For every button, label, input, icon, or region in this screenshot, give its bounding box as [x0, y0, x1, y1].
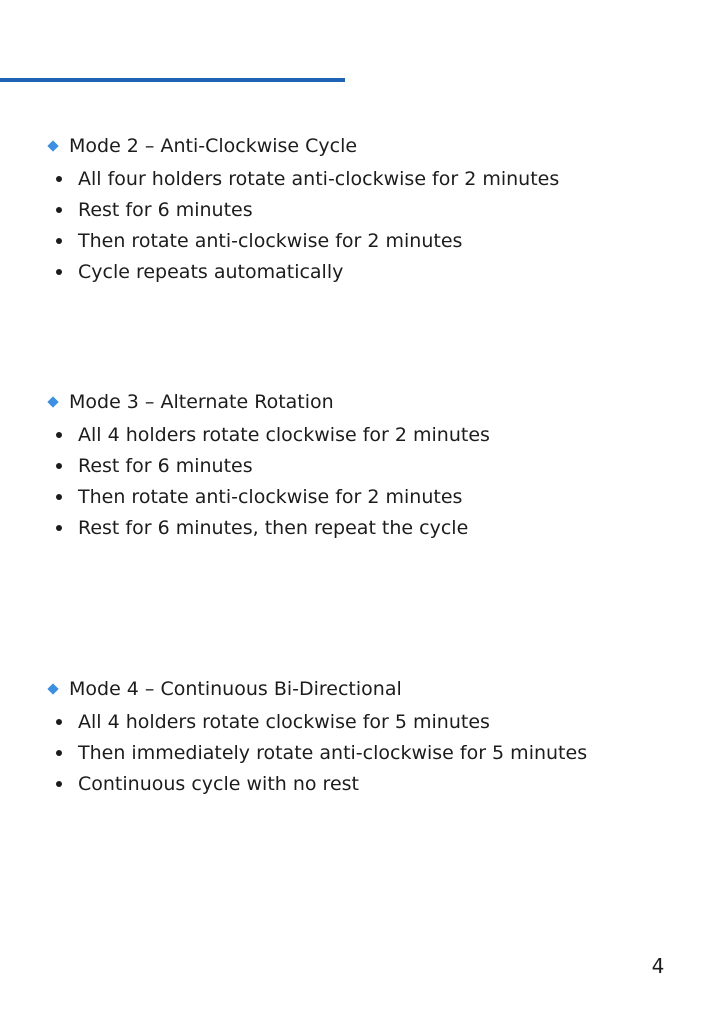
bullet-dot-icon [56, 238, 62, 244]
list-item [54, 163, 559, 194]
section-heading-text: Mode 3 – Alternate Rotation [69, 391, 334, 413]
list-item-text: Then rotate anti-clockwise for 2 minutes [78, 485, 463, 508]
list-item [54, 737, 587, 768]
section-heading-text: Mode 4 – Continuous Bi-Directional [69, 678, 402, 700]
bullet-dot-icon [56, 781, 62, 787]
list-item [54, 706, 587, 737]
section-heading [46, 388, 334, 416]
diamond-icon [47, 396, 58, 407]
bullet-dot-icon [56, 494, 62, 500]
list-item [54, 194, 559, 225]
list-item [54, 450, 490, 481]
bullet-dot-icon [56, 525, 62, 531]
bullet-list [54, 419, 490, 543]
list-item [54, 512, 490, 543]
list-item-text: Cycle repeats automatically [78, 260, 344, 283]
bullet-dot-icon [56, 269, 62, 275]
diamond-icon [47, 140, 58, 151]
bullet-dot-icon [56, 719, 62, 725]
list-item [54, 225, 559, 256]
bullet-dot-icon [56, 463, 62, 469]
list-item-text: Rest for 6 minutes, then repeat the cycle [78, 516, 469, 539]
list-item-text: Then rotate anti-clockwise for 2 minutes [78, 229, 463, 252]
bullet-dot-icon [56, 207, 62, 213]
list-item [54, 481, 490, 512]
list-item [54, 419, 490, 450]
list-item-text: Rest for 6 minutes [78, 198, 253, 221]
section-heading [46, 675, 402, 703]
list-item [54, 256, 559, 287]
list-item-text: All 4 holders rotate clockwise for 5 minutes [78, 710, 490, 733]
list-item-text: Rest for 6 minutes [78, 454, 253, 477]
section-heading-text: Mode 2 – Anti-Clockwise Cycle [69, 135, 358, 157]
page-number: 4 [651, 954, 665, 978]
diamond-icon [47, 683, 58, 694]
list-item-text: All 4 holders rotate clockwise for 2 minutes [78, 423, 490, 446]
list-item-text: Then immediately rotate anti-clockwise for 5 minutes [78, 741, 588, 764]
bullet-list [54, 706, 587, 799]
list-item-text: Continuous cycle with no rest [78, 772, 359, 795]
bullet-dot-icon [56, 750, 62, 756]
list-item [54, 768, 587, 799]
bullet-dot-icon [56, 176, 62, 182]
bullet-list [54, 163, 559, 287]
section-heading [46, 132, 357, 160]
header-accent-rule [0, 78, 345, 82]
list-item-text: All four holders rotate anti-clockwise for 2 minutes [78, 167, 560, 190]
bullet-dot-icon [56, 432, 62, 438]
